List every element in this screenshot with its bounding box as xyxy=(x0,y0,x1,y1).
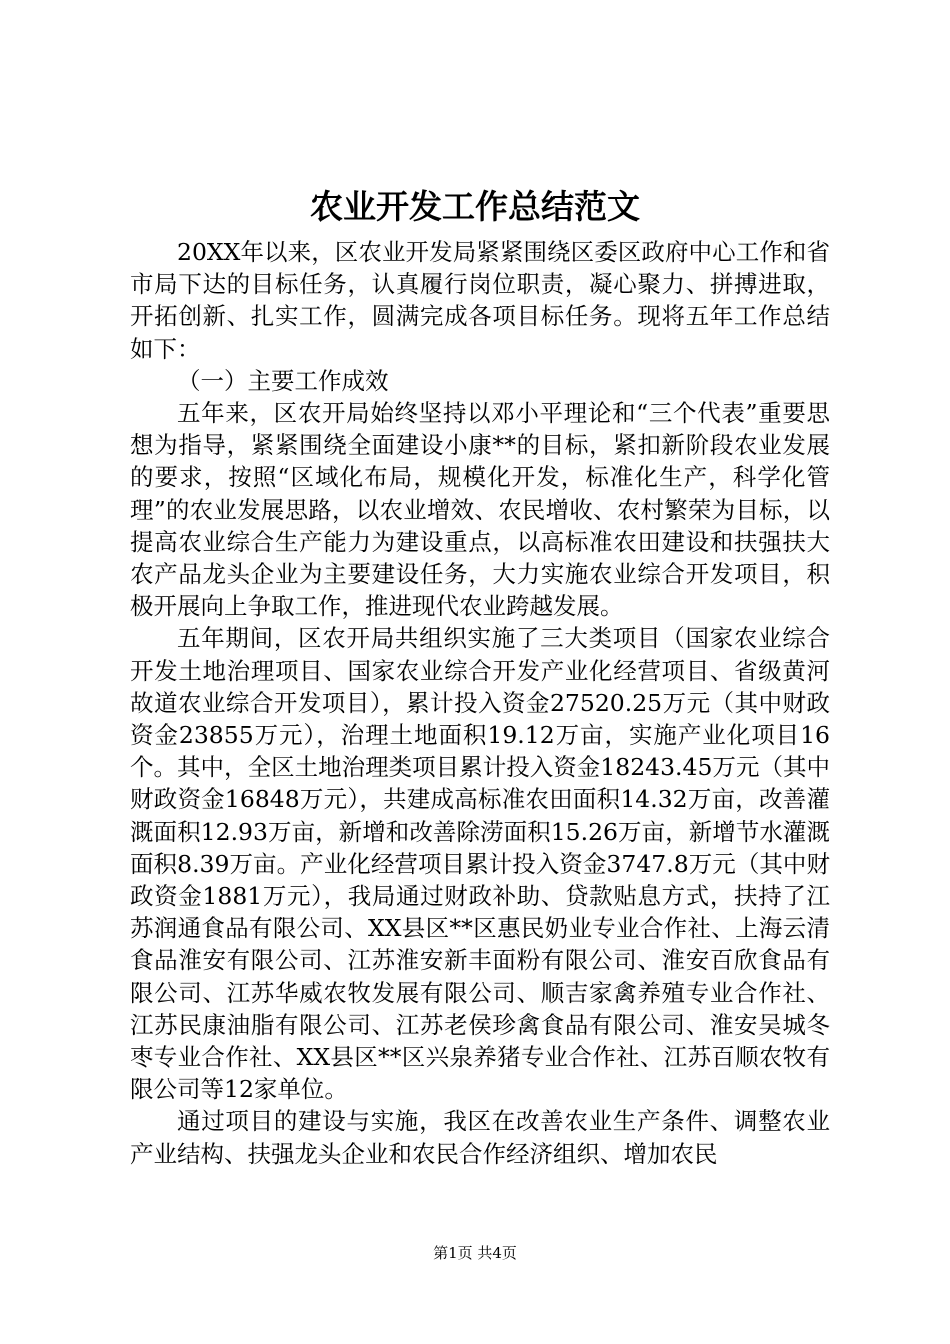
paragraph-projects: 五年期间，区农开局共组织实施了三大类项目（国家农业综合开发土地治理项目、国家农业综合开发产业化经营项目、省级黄河故道农业综合开发项目），累计投入资金27520.25万元（其中财政资金23855万元），治理土地面积19.12万亩，实施产业化项目16个。其中，全区土地治理类项目累计投入资金18243.45万元（其中财政资金16848万元），共建成高标准农田面积14.32万亩，改善灌溉面积12.93万亩，新增和改善除涝面积15.26万亩，新增节水灌溉面积8.39万亩。产业化经营项目累计投入资金3747.8万元（其中财政资金1881万元），我局通过财政补助、贷款贴息方式，扶持了江苏润通食品有限公司、XX县区**区惠民奶业专业合作社、上海云清食品淮安有限公司、江苏淮安新丰面粉有限公司、淮安百欣食品有限公司、江苏华威农牧发展有限公司、顺吉家禽养殖专业合作社、江苏民康油脂有限公司、江苏老侯珍禽食品有限公司、淮安吴城冬枣专业合作社、XX县区**区兴泉养猪专业合作社、江苏百顺农牧有限公司等12家单位。 xyxy=(130,624,830,1104)
paragraph-results: 通过项目的建设与实施，我区在改善农业生产条件、调整农业产业结构、扶强龙头企业和农民合作经济组织、增加农民 xyxy=(130,1107,830,1168)
paragraph-overview: 五年来，区农开局始终坚持以邓小平理论和“三个代表”重要思想为指导，紧紧围绕全面建设小康**的目标，紧扣新阶段农业发展的要求，按照“区域化布局，规模化开发，标准化生产，科学化管理”的农业发展思路，以农业增效、农民增收、农村繁荣为目标，以提高农业综合生产能力为建设重点，以高标准农田建设和扶强扶大农产品龙头企业为主要建设任务，大力实施农业综合开发项目，积极开展向上争取工作，推进现代农业跨越发展。 xyxy=(130,399,830,621)
paragraph-intro: 20XX年以来，区农业开发局紧紧围绕区委区政府中心工作和省市局下达的目标任务，认真履行岗位职责，凝心聚力、拼搏进取，开拓创新、扎实工作，圆满完成各项目标任务。现将五年工作总结如下： xyxy=(130,238,830,363)
document-body xyxy=(130,236,830,1170)
section-heading: （一）主要工作成效 xyxy=(177,366,389,395)
page-number-footer: 第1页 共4页 xyxy=(433,1244,517,1262)
document-title: 农业开发工作总结范文 xyxy=(310,187,640,226)
